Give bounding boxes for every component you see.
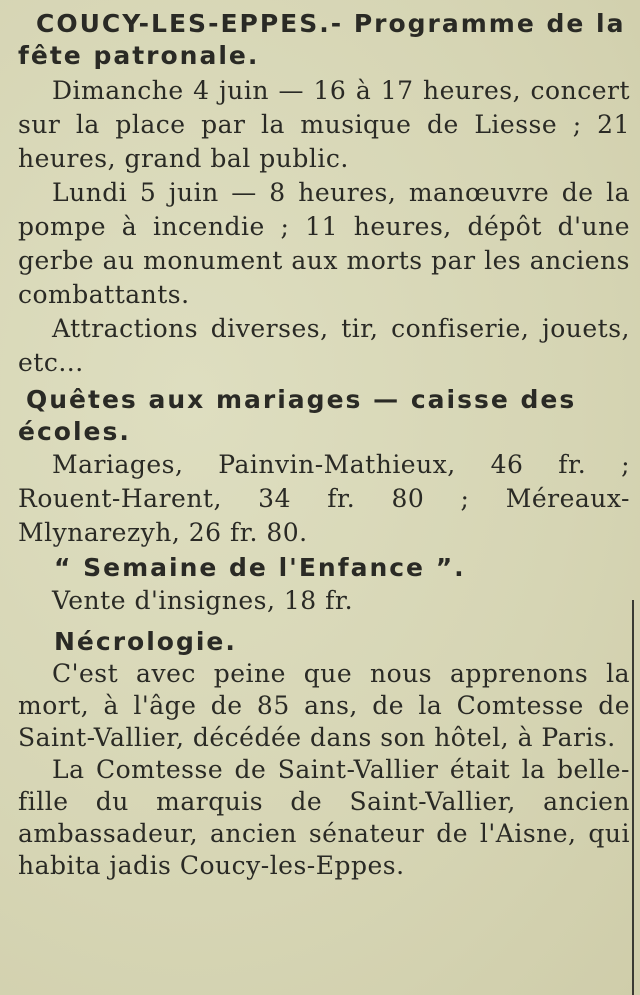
paragraph-mariages: Mariages, Painvin-Mathieux, 46 fr. ; Rouent-Harent, 34 fr. 80 ; Méreaux-Mlynarezyh, 26 fr. 80. [18,450,630,547]
paragraph-insignes: Vente d'insignes, 18 fr. [52,586,354,615]
paragraph-dimanche: Dimanche 4 juin — 16 à 17 heures, concert sur la place par la musique de Liesse ; 21 heures, grand bal public. [18,76,630,173]
paragraph-deces: C'est avec peine que nous apprenons la mort, à l'âge de 85 ans, de la Comtesse de Saint-Vallier, décédée dans son hôtel, à Paris. [18,659,630,752]
column-rule [632,600,634,995]
heading-semaine-enfance: “ Semaine de l'Enfance ”. [54,553,466,582]
heading-quetes: Quêtes aux mariages — caisse des écoles. [18,385,577,446]
heading-necrologie: Nécrologie. [54,627,237,656]
paragraph-comtesse: La Comtesse de Saint-Vallier était la belle-fille du marquis de Saint-Vallier, ancien ambassadeur, ancien sénateur de l'Aisne, qui habita jadis Coucy-les-Eppes. [18,755,630,880]
paragraph-lundi: Lundi 5 juin — 8 heures, manœuvre de la pompe à incendie ; 11 heures, dépôt d'une gerbe au monument aux morts par les anciens combattants. [18,178,630,309]
heading-fete-patronale: COUCY-LES-EPPES.- Programme de la fête patronale. [18,9,626,70]
paragraph-attractions: Attractions diverses, tir, confiserie, jouets, etc... [18,314,630,377]
